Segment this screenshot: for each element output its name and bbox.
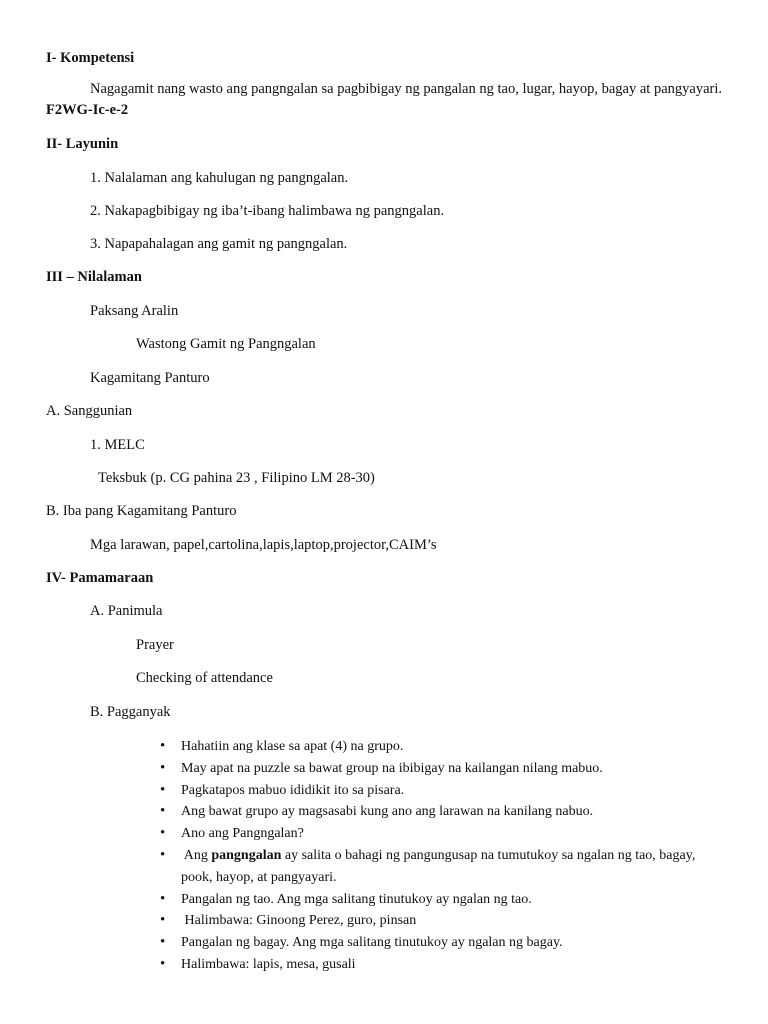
section-heading-kompetensi: I- Kompetensi (46, 50, 135, 66)
kagamitan-label: Kagamitang Panturo (90, 370, 210, 386)
attendance-item: Checking of attendance (136, 670, 273, 686)
list-item: • Pagkatapos mabuo ididikit ito sa pisara. (160, 780, 720, 802)
panimula-label: A. Panimula (90, 603, 163, 619)
layunin-item-2: 2. Nakapagbibigay ng iba’t-ibang halimbawa ng pangngalan. (90, 203, 445, 219)
teksbuk-reference: Teksbuk (p. CG pahina 23 , Filipino LM 28-30) (98, 470, 375, 486)
definition-prefix: Ang (181, 847, 212, 863)
definition-item (160, 845, 720, 889)
pagganyak-bullet-list (160, 736, 720, 976)
definition-text: ay salita o bahagi ng pangungusap na tumutukoy sa ngalan ng tao, bagay, pook, hayop, at pangyayari. (181, 847, 696, 885)
list-item: • Ano ang Pangngalan? (160, 823, 720, 845)
list-item: • Ang bawat grupo ay magsasabi kung ano ang larawan na kanilang nabuo. (160, 801, 720, 823)
list-item: • Pangalan ng bagay. Ang mga salitang tinutukoy ay ngalan ng bagay. (160, 932, 720, 954)
sanggunian-label: A. Sanggunian (46, 403, 133, 419)
layunin-item-3: 3. Napapahalagan ang gamit ng pangngalan. (90, 236, 348, 252)
section-heading-nilalaman: III – Nilalaman (46, 269, 142, 285)
section-heading-layunin: II- Layunin (46, 136, 119, 152)
paksa-label: Paksang Aralin (90, 303, 179, 319)
materials-list: Mga larawan, papel,cartolina,lapis,laptop,projector,CAIM’s (90, 537, 437, 553)
kompetensi-paragraph (46, 79, 726, 121)
kompetensi-text: Nagagamit nang wasto ang pangngalan sa pagbibigay ng pangalan ng tao, lugar, hayop, bagay at pangyayari. (90, 81, 722, 97)
section-heading-pamamaraan: IV- Pamamaraan (46, 570, 154, 586)
competency-code: F2WG-Ic-e-2 (46, 102, 129, 118)
pagganyak-label: B. Pagganyak (90, 704, 171, 720)
paksa-value: Wastong Gamit ng Pangngalan (136, 336, 316, 352)
list-item: • Hahatiin ang klase sa apat (4) na grupo. (160, 736, 720, 758)
list-item: • Halimbawa: lapis, mesa, gusali (160, 954, 720, 976)
list-item: • Halimbawa: Ginoong Perez, guro, pinsan (160, 910, 720, 932)
definition-term: pangngalan (211, 847, 282, 863)
list-item: • Pangalan ng tao. Ang mga salitang tinutukoy ay ngalan ng tao. (160, 889, 720, 911)
layunin-item-1: 1. Nalalaman ang kahulugan ng pangngalan. (90, 170, 349, 186)
prayer-item: Prayer (136, 637, 174, 653)
iba-kagamitan-label: B. Iba pang Kagamitang Panturo (46, 503, 237, 519)
sanggunian-item-melc: 1. MELC (90, 437, 145, 453)
list-item: • May apat na puzzle sa bawat group na ibibigay na kailangan nilang mabuo. (160, 758, 720, 780)
